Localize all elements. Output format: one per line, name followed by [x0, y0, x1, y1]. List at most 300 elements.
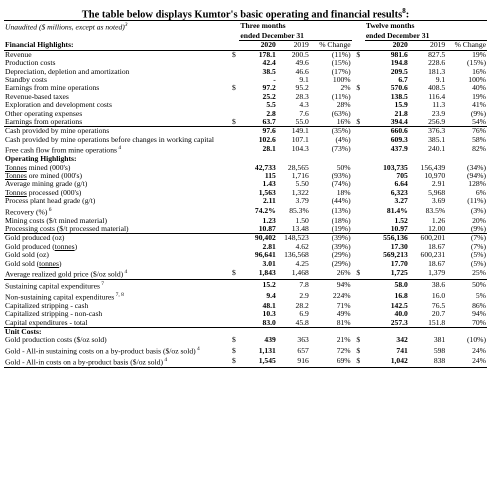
value-y-change: 24%: [446, 356, 487, 367]
value-q-2020: 10.3: [262, 310, 276, 319]
table-row: [4, 217, 487, 225]
value-q-2020: 1.43: [262, 180, 276, 189]
value-y-2019: 240.1: [428, 144, 446, 154]
value-q-change: 50%: [336, 163, 351, 172]
value-y-2020: 138.5: [390, 92, 408, 101]
value-y-change: 76%: [472, 126, 486, 136]
currency-symbol: [228, 76, 239, 84]
table-row: [4, 50, 487, 59]
value-y-2020: 15.9: [394, 101, 408, 110]
value-y-2019: 18.67: [428, 259, 446, 268]
table-row: [4, 189, 487, 197]
value-q-2020: 74.2%: [254, 205, 276, 215]
value-q-2019: 7.8: [299, 280, 309, 290]
value-y-2019: 2.91: [431, 180, 446, 189]
currency-symbol: $: [232, 84, 236, 93]
value-y-change: 100%: [468, 75, 486, 84]
row-label: Gold - All-in sustaining costs on a by-product basis ($/oz sold) $^4$: [5, 345, 200, 356]
row-label: Recovery (%) $^6$: [5, 206, 52, 217]
value-y-2019: 12.00: [409, 225, 446, 234]
value-y-2019: 598: [433, 346, 446, 356]
value-q-change: (63%): [331, 109, 351, 118]
value-q-2019: 4.25: [295, 259, 309, 268]
value-q-2020: 2.81: [262, 242, 276, 251]
value-q-change: (13%): [331, 205, 351, 215]
table-row: [4, 260, 487, 268]
value-y-2019: 600,231: [420, 251, 446, 260]
value-y-change: 25%: [446, 268, 487, 279]
currency-symbol: [228, 164, 239, 172]
table-row: [4, 84, 487, 92]
value-q-change: (11%): [331, 92, 351, 101]
value-q-change: (29%): [331, 251, 351, 260]
row-label: Average mining grade (g/t): [5, 180, 88, 189]
value-y-2019: 3.69: [431, 197, 446, 206]
value-y-2020: 209.5: [390, 67, 408, 76]
value-q-2020: 63.7: [239, 118, 276, 127]
value-y-2020: 1,042: [365, 356, 409, 367]
value-q-2019: 95.2: [295, 84, 309, 93]
currency-symbol: [352, 319, 365, 328]
value-q-2020: 10.87: [239, 225, 276, 234]
section-heading: Operating Highlights:: [5, 155, 77, 164]
value-q-2020: 28.1: [262, 144, 276, 154]
currency-symbol: $: [352, 118, 365, 127]
row-label: Earnings from operations: [4, 118, 228, 127]
section-heading-row: [4, 328, 487, 337]
value-y-change: (9%): [470, 109, 486, 118]
table-row: [4, 310, 487, 318]
value-y-2020: 705: [396, 171, 408, 180]
currency-symbol: $: [352, 50, 365, 59]
col-change-y: % Change: [446, 41, 487, 50]
value-q-change: (29%): [331, 259, 351, 268]
value-q-change: 71%: [336, 301, 351, 310]
value-q-change: 21%: [336, 336, 351, 345]
header-row-columns: [4, 41, 487, 50]
value-y-2019: 408.5: [428, 84, 446, 93]
value-q-change: 94%: [336, 280, 351, 290]
row-label: Gold sold (tonnes): [5, 259, 62, 268]
value-y-2020: 17.30: [390, 242, 408, 251]
value-q-2019: 28.3: [295, 92, 309, 101]
table-row: [4, 345, 487, 356]
value-q-2020: 9.4: [266, 291, 276, 301]
header-row-period: [4, 21, 487, 32]
value-y-change: 20%: [472, 216, 486, 225]
value-q-2019: 1,716: [291, 171, 309, 180]
row-label: Processing costs ($/t processed material): [4, 225, 228, 234]
currency-symbol: $: [228, 118, 239, 127]
table-row: [4, 302, 487, 310]
currency-symbol: [352, 93, 365, 101]
three-months-subheader: ended December 31: [239, 32, 351, 41]
currency-symbol: [228, 101, 239, 109]
row-label: Standby costs: [5, 75, 47, 84]
value-y-2020: 1.52: [394, 216, 408, 225]
value-y-change: 24%: [472, 346, 486, 356]
value-q-2019: 916: [277, 356, 310, 367]
value-y-2020: 17.70: [390, 259, 408, 268]
value-y-change: 86%: [472, 301, 486, 310]
value-y-change: 128%: [468, 180, 486, 189]
value-q-2020: 1,563: [258, 188, 276, 197]
currency-symbol: [228, 302, 239, 310]
value-y-change: (7%): [470, 233, 486, 243]
value-y-change: (5%): [470, 251, 486, 260]
currency-symbol: $: [232, 346, 236, 356]
value-y-change: 50%: [472, 280, 486, 290]
value-q-2020: 48.1: [262, 301, 276, 310]
col-2019-y: 2019: [409, 41, 446, 50]
value-q-change: (18%): [331, 216, 351, 225]
currency-symbol: [352, 279, 365, 290]
table-row: [4, 68, 487, 76]
currency-symbol: [352, 217, 365, 225]
currency-symbol: $: [228, 356, 239, 367]
table-row: [4, 110, 487, 118]
currency-symbol: [352, 189, 365, 197]
currency-symbol: [228, 217, 239, 225]
value-y-2019: 600,201: [420, 233, 446, 243]
value-y-2019: 381: [433, 336, 446, 345]
value-q-2019: 13.48: [277, 225, 310, 234]
value-y-2020: 6,323: [390, 188, 408, 197]
value-y-change: 82%: [472, 144, 486, 154]
currency-symbol: [228, 197, 239, 205]
table-row: [4, 319, 487, 328]
value-q-change: 26%: [310, 268, 352, 279]
value-y-2020: 10.97: [365, 225, 409, 234]
value-q-change: 81%: [310, 319, 352, 328]
currency-symbol: [352, 197, 365, 205]
value-q-change: (74%): [331, 180, 351, 189]
row-label: Gold sold (oz): [5, 251, 49, 260]
row-label: Sustaining capital expenditures $^7$: [5, 280, 105, 291]
value-q-change: (17%): [331, 67, 351, 76]
value-q-2020: 42,733: [254, 163, 276, 172]
currency-symbol: [352, 260, 365, 268]
value-y-2019: 5,968: [428, 188, 446, 197]
value-q-change: (19%): [310, 225, 352, 234]
value-y-2019: 9.1: [435, 75, 446, 84]
value-q-2019: 28.2: [295, 301, 309, 310]
value-y-2020: 103,735: [383, 163, 408, 172]
value-q-2020: 42.4: [262, 59, 276, 68]
value-y-change: 41%: [472, 101, 486, 110]
table-row: [4, 291, 487, 302]
value-y-change: 70%: [446, 319, 487, 328]
page-title: The table below displays Kumtor's basic operating and financial results$^8$:: [81, 7, 410, 21]
value-q-change: 224%: [332, 291, 351, 301]
value-q-change: 69%: [310, 356, 352, 367]
row-label: Cash provided by mine operations: [5, 126, 110, 136]
units-note: Unaudited ($ millions, except as noted)$^3$: [4, 21, 228, 32]
financial-results-table: [4, 20, 487, 368]
value-y-2019: 838: [409, 356, 446, 367]
value-q-2019: 6.9: [299, 310, 309, 319]
row-label: Capital expenditures - total: [4, 319, 228, 328]
currency-symbol: [228, 110, 239, 118]
value-q-2020: 83.0: [239, 319, 276, 328]
value-q-2019: 148,523: [284, 233, 309, 243]
value-q-2019: 136,568: [284, 251, 309, 260]
row-label: Cash provided by mine operations before changes in working capital: [5, 135, 214, 144]
value-y-2020: 609.3: [390, 135, 408, 144]
value-y-2020: 194.8: [390, 59, 408, 68]
value-y-2020: 570.6: [390, 84, 408, 93]
value-q-2019: 3.79: [295, 197, 309, 206]
value-y-change: (10%): [467, 336, 486, 345]
value-y-change: 19%: [472, 92, 486, 101]
row-label: Gold produced (tonnes): [5, 242, 78, 251]
value-q-change: 2%: [340, 84, 351, 93]
value-y-2019: 376.3: [428, 126, 446, 136]
value-y-2020: 142.5: [390, 301, 408, 310]
col-2020-q: 2020: [239, 41, 276, 50]
value-y-2019: 156,439: [420, 163, 446, 172]
value-y-change: (11%): [467, 197, 486, 206]
row-label: Capitalized stripping - non-cash: [5, 310, 103, 319]
value-y-2019: 151.8: [409, 319, 446, 328]
currency-symbol: [228, 279, 239, 290]
row-label: Exploration and development costs: [5, 101, 112, 110]
col-2020-y: 2020: [365, 41, 409, 50]
section-heading-row: [4, 155, 487, 163]
currency-symbol: $: [356, 346, 361, 356]
value-y-change: (5%): [470, 259, 486, 268]
currency-symbol: [352, 172, 365, 180]
table-row: [4, 76, 487, 84]
value-y-change: (15%): [467, 59, 486, 68]
currency-symbol: [352, 59, 365, 67]
value-q-2020: 25.2: [262, 92, 276, 101]
three-months-header: Three months: [239, 21, 351, 32]
value-y-change: 19%: [446, 50, 487, 59]
row-label: Gold production costs ($/oz sold): [5, 336, 107, 345]
table-row: [4, 243, 487, 251]
table-row: [4, 101, 487, 109]
value-y-2019: 83.5%: [425, 205, 446, 215]
table-row: [4, 234, 487, 243]
value-y-2020: 21.8: [394, 109, 408, 118]
col-change-q: % Change: [310, 41, 352, 50]
value-q-2019: 104.3: [291, 144, 309, 154]
col-2019-q: 2019: [277, 41, 310, 50]
value-q-2020: 1.23: [262, 216, 276, 225]
value-y-2019: 181.3: [428, 67, 446, 76]
currency-symbol: [228, 319, 239, 328]
currency-symbol: [228, 251, 239, 259]
value-q-change: (93%): [331, 171, 351, 180]
row-label: Tonnes mined (000's): [5, 163, 71, 172]
value-y-change: 54%: [446, 118, 487, 127]
currency-symbol: [228, 310, 239, 318]
row-label: Gold - All-in costs on a by-product basis ($/oz sold) $^4$: [4, 356, 228, 367]
currency-symbol: [228, 189, 239, 197]
value-q-2019: 4.62: [295, 242, 309, 251]
value-y-2020: 40.0: [394, 310, 408, 319]
value-y-change: 6%: [475, 188, 486, 197]
value-y-2020: 394.4: [365, 118, 409, 127]
currency-symbol: [352, 180, 365, 188]
value-q-2020: 5.5: [266, 101, 276, 110]
value-y-2020: 3.27: [394, 197, 408, 206]
currency-symbol: [352, 127, 365, 136]
value-y-2020: 6.64: [394, 180, 408, 189]
currency-symbol: $: [232, 336, 236, 345]
value-q-change: 72%: [336, 346, 351, 356]
value-q-2019: 55.0: [277, 118, 310, 127]
value-q-2020: 90,402: [254, 233, 276, 243]
value-y-2019: 23.9: [431, 109, 446, 118]
value-q-2019: 149.1: [291, 126, 309, 136]
currency-symbol: [352, 243, 365, 251]
value-y-2020: 81.4%: [386, 205, 408, 215]
value-q-change: 18%: [336, 188, 351, 197]
value-q-change: 100%: [332, 75, 351, 84]
value-q-change: (73%): [331, 144, 351, 154]
currency-symbol: [228, 260, 239, 268]
currency-symbol: [228, 206, 239, 217]
table-row: [4, 59, 487, 67]
table-row: [4, 268, 487, 279]
currency-symbol: [228, 180, 239, 188]
section-heading: Financial Highlights:: [4, 41, 228, 50]
value-q-change: (39%): [331, 233, 351, 243]
table-row: [4, 172, 487, 180]
value-y-change: (94%): [467, 171, 486, 180]
currency-symbol: [352, 291, 365, 302]
table-row: [4, 206, 487, 217]
spacer: [228, 41, 239, 50]
table-row: [4, 127, 487, 136]
currency-symbol: [352, 101, 365, 109]
value-q-2019: 1.50: [295, 216, 309, 225]
value-q-2019: 49.6: [295, 59, 309, 68]
currency-symbol: [228, 243, 239, 251]
table-row: [4, 93, 487, 101]
value-y-change: 5%: [475, 291, 486, 301]
row-label: Non-sustaining capital expenditures $^{7, 8}$: [5, 291, 124, 302]
spacer: [352, 41, 365, 50]
value-y-2019: 228.6: [428, 59, 446, 68]
value-y-2019: 1.26: [431, 216, 446, 225]
value-q-2019: 4.3: [299, 101, 309, 110]
value-q-2020: 439: [264, 336, 276, 345]
currency-symbol: [228, 136, 239, 144]
value-y-2020: 556,136: [383, 233, 408, 243]
currency-symbol: $: [352, 268, 365, 279]
currency-symbol: [228, 93, 239, 101]
currency-symbol: [228, 68, 239, 76]
value-q-2019: 85.3%: [289, 205, 309, 215]
value-y-2019: 256.9: [409, 118, 446, 127]
value-y-2020: 342: [396, 336, 408, 345]
currency-symbol: [352, 302, 365, 310]
value-q-2019: 28,565: [287, 163, 309, 172]
currency-symbol: [352, 251, 365, 259]
currency-symbol: $: [352, 356, 365, 367]
table-row: [4, 164, 487, 172]
value-q-2020: 38.5: [262, 67, 276, 76]
twelve-months-header: Twelve months: [365, 21, 487, 32]
row-label: Other operating expenses: [5, 109, 83, 118]
value-q-2019: 2.9: [299, 291, 309, 301]
table-row: [4, 144, 487, 155]
row-label: Capitalized stripping - cash: [5, 301, 89, 310]
table-row: [4, 136, 487, 144]
value-q-2019: 46.6: [295, 67, 309, 76]
currency-symbol: [352, 234, 365, 243]
value-y-2020: 741: [396, 346, 408, 356]
value-y-2020: 569,213: [383, 251, 408, 260]
value-q-2020: 3.01: [262, 259, 276, 268]
currency-symbol: $: [228, 268, 239, 279]
value-y-2019: 20.7: [431, 310, 446, 319]
value-q-2020: 115: [264, 171, 276, 180]
value-q-2020: 2.8: [266, 109, 276, 118]
value-y-change: (9%): [446, 225, 487, 234]
value-q-2019: 9.1: [299, 75, 309, 84]
value-q-2020: 96,641: [254, 251, 276, 260]
value-q-change: 28%: [336, 101, 351, 110]
currency-symbol: [352, 206, 365, 217]
value-y-change: 94%: [472, 310, 486, 319]
value-y-2020: 257.3: [365, 319, 409, 328]
value-q-2019: 1,322: [291, 188, 309, 197]
row-label: Tonnes processed (000's): [5, 188, 82, 197]
currency-symbol: [352, 164, 365, 172]
value-y-2019: 18.67: [428, 242, 446, 251]
table-row: [4, 356, 487, 367]
value-q-2019: 200.5: [277, 50, 310, 59]
currency-symbol: [228, 144, 239, 155]
value-q-2020: -: [273, 75, 276, 84]
table-row: [4, 279, 487, 290]
value-q-2020: 15.2: [262, 280, 276, 290]
value-y-2019: 38.6: [431, 280, 446, 290]
row-label: Average realized gold price ($/oz sold) $^4$: [4, 268, 228, 279]
value-y-2019: 10,970: [424, 171, 446, 180]
row-label: Production costs: [5, 59, 56, 68]
currency-symbol: [352, 76, 365, 84]
currency-symbol: $: [356, 84, 361, 93]
value-y-change: (7%): [470, 242, 486, 251]
table-row: [4, 118, 487, 127]
value-q-change: (11%): [310, 50, 352, 59]
value-q-change: (39%): [331, 242, 351, 251]
value-y-2019: 11.3: [432, 101, 446, 110]
row-label: Revenue-based taxes: [5, 92, 69, 101]
value-q-change: (35%): [331, 126, 351, 136]
value-q-2020: 178.1: [239, 50, 276, 59]
value-y-2019: 827.5: [409, 50, 446, 59]
value-q-2020: 1,131: [258, 346, 276, 356]
value-q-2019: 657: [297, 346, 309, 356]
value-y-2019: 16.0: [431, 291, 446, 301]
value-q-2020: 102.6: [258, 135, 276, 144]
value-y-2020: 660.6: [390, 126, 408, 136]
value-q-change: (4%): [335, 135, 351, 144]
value-q-2019: 5.50: [295, 180, 309, 189]
table-row: [4, 197, 487, 205]
row-label: Free cash flow from mine operations $^4$: [5, 145, 122, 155]
value-y-2020: 437.9: [390, 144, 408, 154]
section-heading: Unit Costs:: [4, 328, 487, 337]
value-q-2020: 97.6: [262, 126, 276, 136]
value-q-2019: 363: [297, 336, 309, 345]
